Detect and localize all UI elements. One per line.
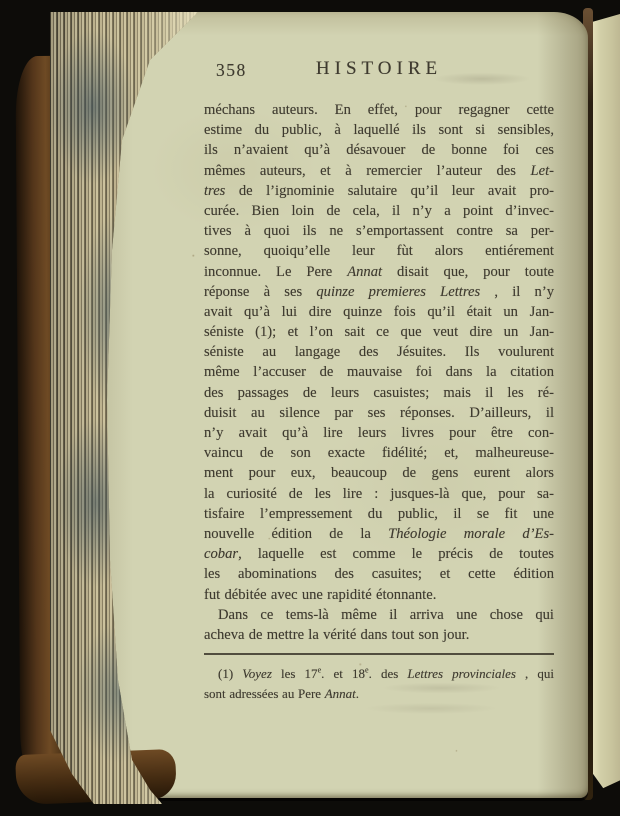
text-line: méchans auteurs. En effet, pour regagner cette	[204, 102, 554, 118]
text-line: n’y avait qu’à lire leurs livres pour être con-	[204, 425, 554, 441]
text-line: la curiosité de les lire : jusques-là que, pour sa-	[204, 485, 554, 502]
text-line: réponse à ses quinze premieres Lettres , il n’y	[204, 283, 555, 300]
text-line: acheva de mettre la vérité dans tout son jour.	[204, 626, 470, 643]
text-line: séniste (1); et l’on sait ce que veut dire un Jan-	[204, 324, 554, 341]
text-line: séniste au langage des Jésuites. Ils voulurent	[204, 344, 554, 361]
text-line: sonne, quoiqu’elle leur fùt alors entiérement	[204, 243, 554, 260]
page-number: 358	[216, 60, 247, 80]
text-line: tisfaire l’empressement du public, il se fit une	[204, 505, 554, 522]
text-line: inconnue. Le Pere Annat disait que, pour toute	[204, 263, 554, 280]
text-line: curée. Bien loin de cela, il n’y a point d’invec-	[204, 202, 554, 219]
body-text	[204, 100, 554, 645]
text-line: nouvelle édition de la Théologie morale d’Es-	[204, 525, 554, 542]
footnote-separator	[204, 653, 554, 655]
text-line: Dans ce tems-là même il arriva une chose qui	[218, 606, 554, 623]
text-line: fut débitée avec une rapidité étonnante.	[204, 586, 437, 603]
facing-page-edge	[592, 14, 620, 796]
footnote-text	[204, 664, 554, 703]
text-line: des passages de leurs casuistes; mais il les ré-	[204, 384, 554, 401]
text-line: tres de l’ignominie salutaire qu’il leur avait pro-	[204, 182, 554, 199]
page-content	[204, 58, 554, 703]
text-line: sont adressées au Pere Annat.	[204, 685, 360, 701]
text-line: ment pour eux, beaucoup de gens eurent alors	[204, 465, 554, 482]
text-line: cobar, laquelle est comme le précis de toutes	[204, 546, 554, 563]
text-line: même l’accuser de mauvaise foi dans la citation	[204, 364, 554, 381]
text-line: les abominations des casuites; et cette édition	[204, 566, 554, 583]
page-header	[204, 58, 554, 84]
text-line: duisit au silence par ses réponses. D’ailleurs, il	[204, 404, 554, 421]
text-line: estime du public, à laquellé ils sont si sensibles,	[204, 122, 554, 139]
text-line: avait qu’à lui dire quinze fois qu’il était un Jan-	[204, 303, 554, 320]
text-line: ils n’avaient qu’à désavouer de bonne foi ces	[204, 142, 554, 159]
text-line: vaincu de son exacte fidélité; et, malheureuse-	[204, 445, 554, 462]
text-line: (1) Voyez les 17e. et 18e. des Lettres provinciales , qui	[218, 665, 555, 682]
text-line: mêmes auteurs, et à remercier l’auteur des Let-	[204, 162, 554, 179]
text-line: tives à quoi ils ne s’emportassent contre sa per-	[204, 223, 554, 240]
running-header: HISTOIRE	[315, 58, 443, 79]
